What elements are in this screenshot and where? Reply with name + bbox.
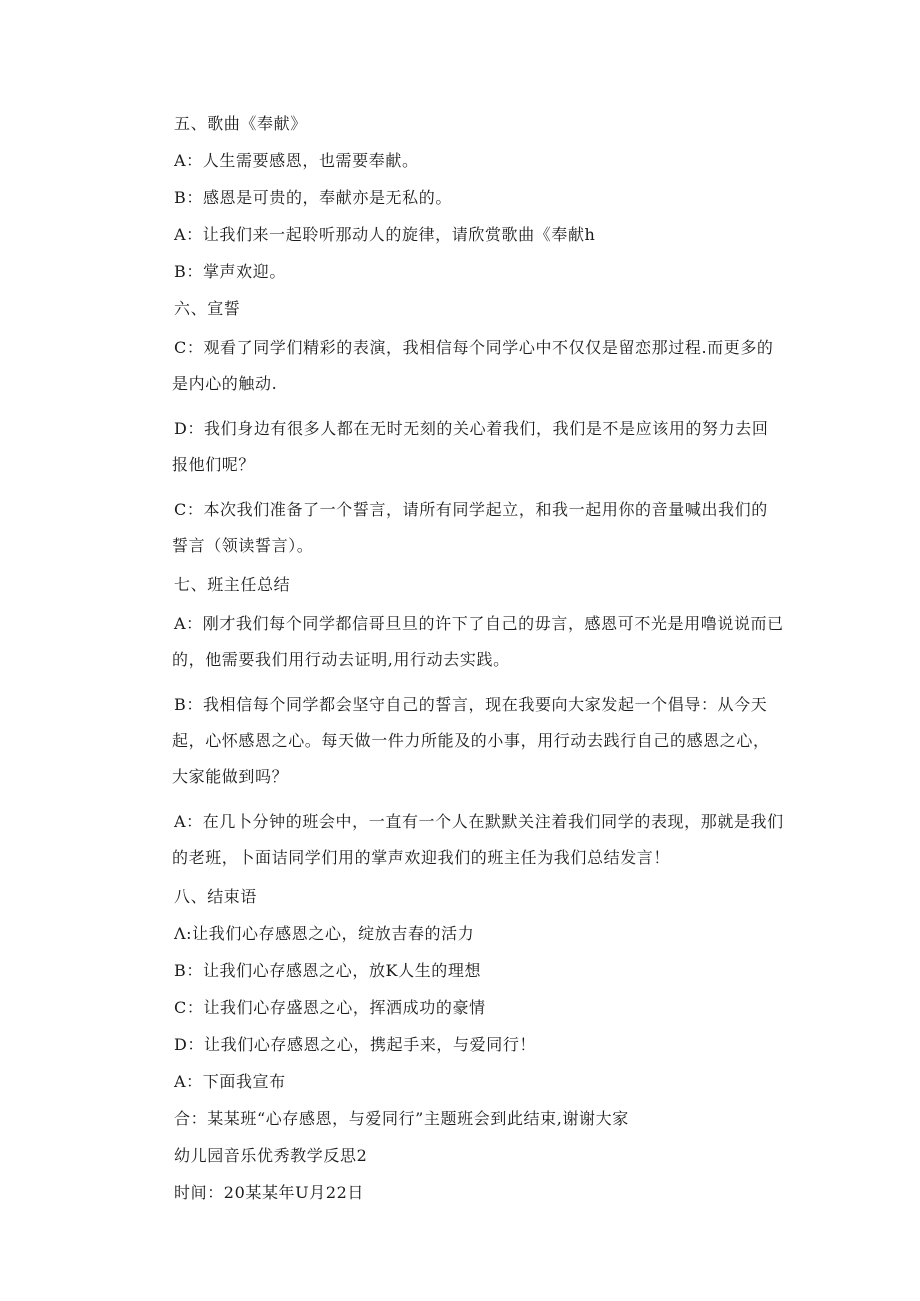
dialogue-paragraph: C：观看了同学们精彩的表演，我相信每个同学心中不仅仅是留恋那过程.而更多的是内心的触动. [172,338,774,393]
dialogue-line: Λ:让我们心存感恩之心，绽放吉春的活力 [174,924,475,943]
section-heading-closing: 八、结束语 [174,887,258,906]
dialogue-paragraph: A：在几卜分钟的班会中，一直有一个人在默默关注着我们同学的表现，那就是我们的老班，卜面诘同学们用的掌声欢迎我们的班主任为我们总结发言！ [172,812,784,867]
dialogue-line: A：下面我宣布 [174,1072,286,1091]
date-line: 时间：20某某年U月22日 [174,1183,365,1202]
section-heading-oath: 六、宣誓 [174,299,241,318]
dialogue-line: B：掌声欢迎。 [174,262,286,281]
dialogue-line: A：人生需要感恩，也需要奉献。 [174,151,419,170]
section-heading-song: 五、歌曲《奉献》 [174,114,307,133]
dialogue-paragraph: D：我们身边有很多人都在无时无刻的关心着我们，我们是不是应该用的努力去回报他们呢？ [172,419,769,474]
document-body [174,112,784,1205]
dialogue-line: 合：某某班“心存感恩，与爱同行”主题班会到此结束,谢谢大家 [174,1109,629,1128]
dialogue-line: B：感恩是可贵的，奉献亦是无私的。 [174,188,452,207]
dialogue-paragraph: B：我相信每个同学都会坚守自己的誓言，现在我要向大家发起一个倡导：从今天起，心怀感恩之心。每天做一件力所能及的小事，用行动去践行自己的感恩之心，大家能做到吗？ [172,695,770,786]
dialogue-line: B：让我们心存感恩之心，放K人生的理想 [174,961,482,980]
document-title-next: 幼儿园音乐优秀教学反思2 [174,1146,368,1165]
dialogue-paragraph: C：本次我们准备了一个誓言，请所有同学起立，和我一起用你的音量喊出我们的誓言（领读誓言）。 [172,500,768,555]
dialogue-paragraph: A：刚才我们每个同学都信哥旦旦的许下了自己的毋言，感恩可不光是用噜说说而已的，他需要我们用行动去证明,用行动去实践。 [172,614,784,669]
dialogue-line: D：让我们心存感恩之心，携起手来，与爱同行！ [174,1035,537,1054]
section-heading-summary: 七、班主任总结 [174,575,291,594]
dialogue-line: C：让我们心存盛恩之心，挥洒成功的豪情 [174,998,486,1017]
dialogue-line: A：让我们来一起聆听那动人的旋律，请欣赏歌曲《奉献h [174,225,596,244]
